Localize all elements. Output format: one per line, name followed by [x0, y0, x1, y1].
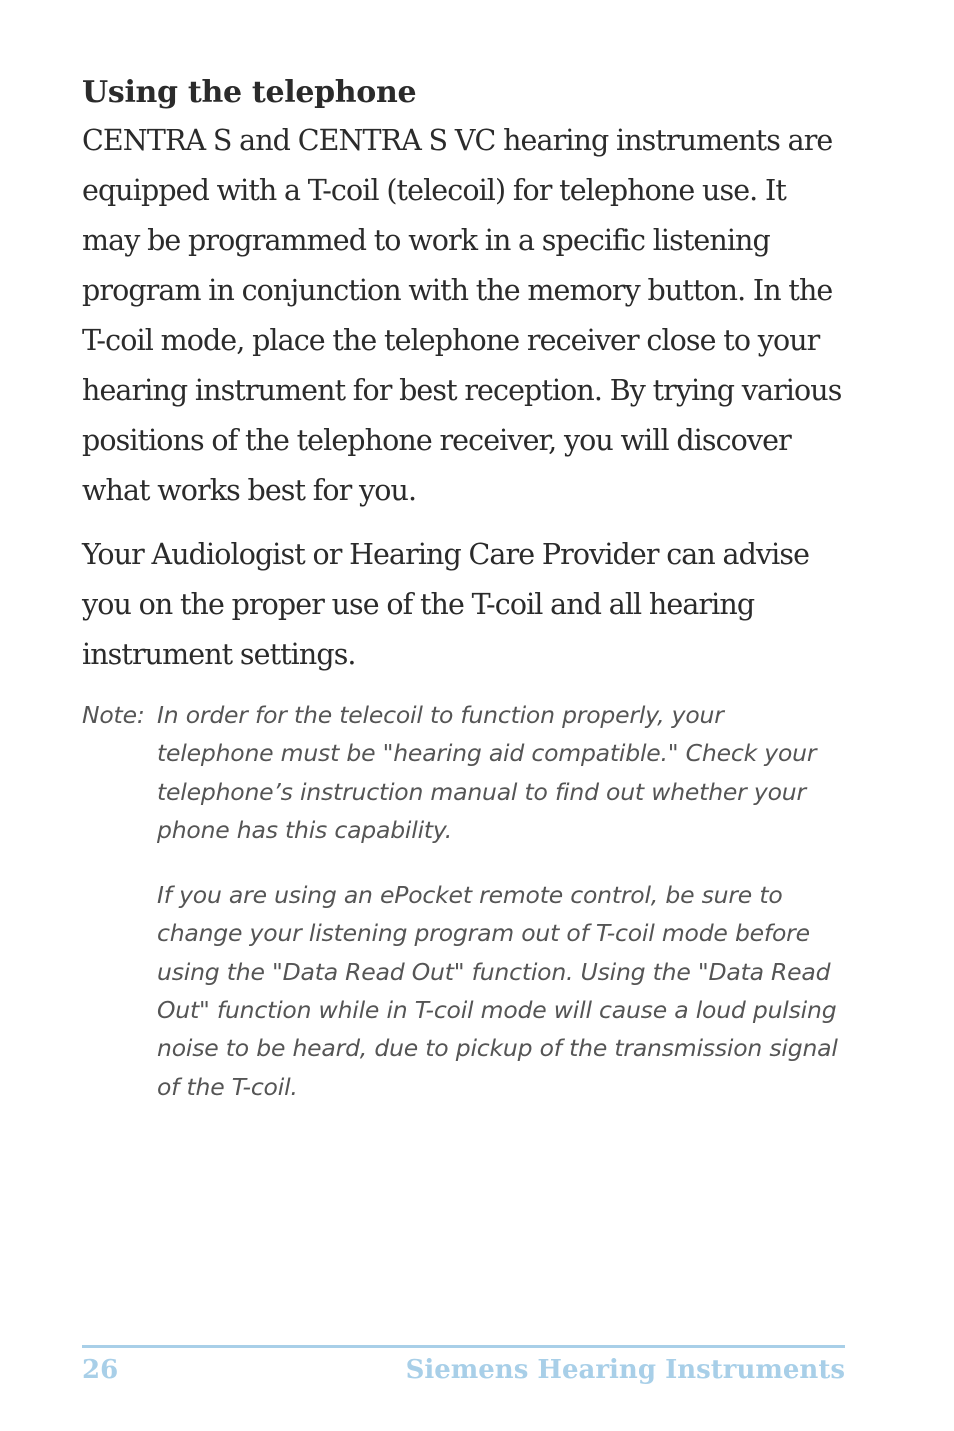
body-paragraph-2: Your Audiologist or Hearing Care Provider can advise you on the proper use of the T-coil and all hearing instrument settings.	[82, 538, 810, 671]
footer-brand: Siemens Hearing Instruments	[405, 1355, 845, 1385]
page-footer	[82, 1350, 845, 1390]
note-block	[82, 696, 846, 1106]
note-paragraph-2: If you are using an ePocket remote control, be sure to change your listening program out of T-coil mode before using the "Data Read Out" function. Using the "Data Read Out" function while in T-coil mode will cause a loud pulsing noise to be heard, due to pickup of the transmission signal of the T-coil.	[157, 881, 838, 1101]
section-heading: Using the telephone	[82, 75, 417, 110]
body-paragraph-1: CENTRA S and CENTRA S VC hearing instruments are equipped with a T-coil (telecoil) for telephone use. It may be programmed to work in a specific listening program in conjunction with the memory button. In the T-coil mode, place the telephone receiver close to your hearing instrument for best reception. By trying various positions of the telephone receiver, you will discover what works best for you.	[82, 124, 842, 507]
note-label: Note:	[82, 701, 145, 729]
note-paragraph-1: In order for the telecoil to function properly, your telephone must be "hearing aid compatible." Check your telephone’s instruction manual to find out whether your phone has this capability.	[157, 701, 817, 844]
page-content	[82, 70, 846, 1106]
note-body	[157, 696, 846, 1106]
footer-divider	[82, 1345, 845, 1348]
page-number: 26	[82, 1355, 119, 1385]
